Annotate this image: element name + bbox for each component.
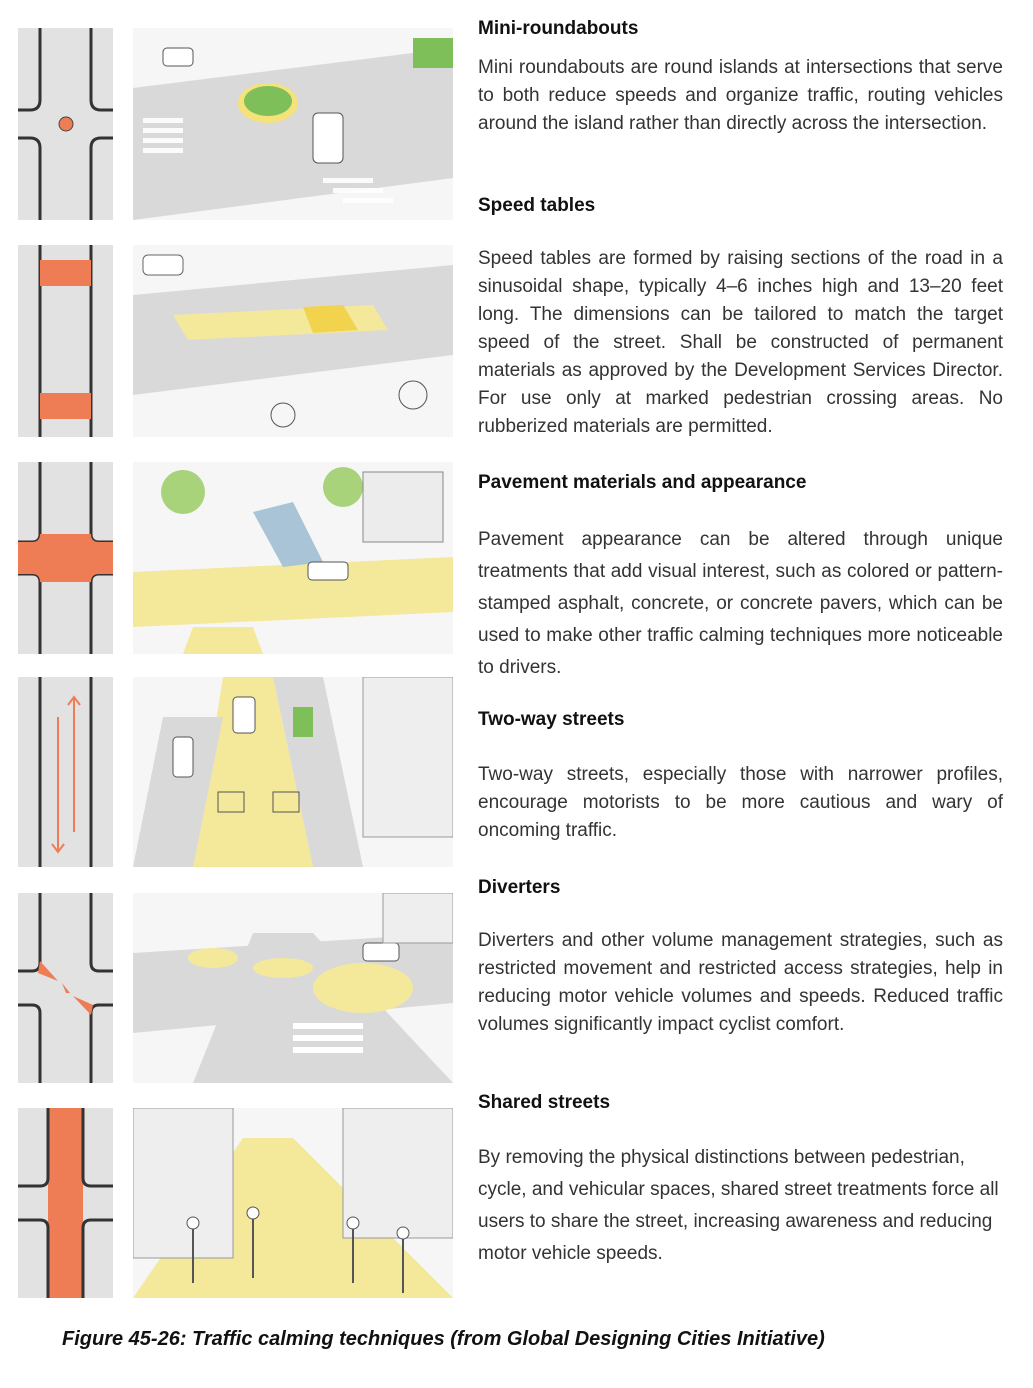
section-body: Pavement appearance can be altered through unique treatments that add visual interest, such as colored or pattern-stamped asphalt, concrete, or concrete pavers, which can be used to make other traffic calming techniques more noticeable to drivers. (478, 529, 1003, 678)
section-heading: Speed tables (478, 195, 596, 216)
section-shared-streets (0, 1092, 1033, 1303)
section-mini-roundabouts (0, 18, 1033, 223)
roundabout-illustration (133, 28, 453, 220)
section-text (478, 709, 1003, 845)
diverter-diagram-icon (18, 893, 113, 1083)
figure-caption: Figure 45-26: Traffic calming techniques (from Global Designing Cities Initiative) (62, 1328, 825, 1350)
section-text (478, 18, 1003, 138)
roundabout-diagram-icon (18, 28, 113, 220)
section-heading: Shared streets (478, 1092, 611, 1113)
pavement-diagram-icon (18, 462, 113, 654)
pavement-illustration (133, 462, 453, 654)
section-speed-tables (0, 195, 1033, 440)
two-way-illustration (133, 677, 453, 867)
section-body: Diverters and other volume management strategies, such as restricted movement and restricted access strategies, help in reducing motor vehicle volumes and speeds. Reduced traffic volumes significantly impact cyclist comfort. (478, 930, 1003, 1035)
section-heading: Pavement materials and appearance (478, 472, 807, 493)
shared-street-diagram-icon (18, 1108, 113, 1298)
section-pavement (0, 462, 1033, 678)
section-body: Speed tables are formed by raising sections of the road in a sinusoidal shape, typically 4–6 inches high and 13–20 feet long. The dimensions can be tailored to match the target speed of the street. Shall be constructed of permanent materials as approved by the Development Services Director. For use only at marked pedestrian crossing areas. No rubberized materials are permitted. (478, 248, 1003, 437)
section-text (478, 195, 1003, 441)
section-diverters (0, 877, 1033, 1088)
section-heading: Mini-roundabouts (478, 18, 639, 39)
section-two-way-streets (0, 677, 1033, 872)
diverter-illustration (133, 893, 453, 1083)
shared-street-illustration (133, 1108, 453, 1298)
section-heading: Two-way streets (478, 709, 625, 730)
section-text (478, 877, 1003, 1039)
speed-table-diagram-icon (18, 245, 113, 437)
speed-table-illustration (133, 245, 453, 437)
two-way-diagram-icon (18, 677, 113, 867)
section-heading: Diverters (478, 877, 561, 898)
section-text (478, 1092, 1003, 1270)
section-body: By removing the physical distinctions between pedestrian, cycle, and vehicular spaces, shared street treatments force all users to share the street, increasing awareness and reducing motor vehicle speeds. (478, 1147, 999, 1264)
section-text (478, 472, 1003, 684)
section-body: Mini roundabouts are round islands at intersections that serve to both reduce speeds and organize traffic, routing vehicles around the island rather than directly across the intersection. (478, 57, 1003, 134)
section-body: Two-way streets, especially those with narrower profiles, encourage motorists to be more cautious and wary of oncoming traffic. (478, 764, 1003, 841)
